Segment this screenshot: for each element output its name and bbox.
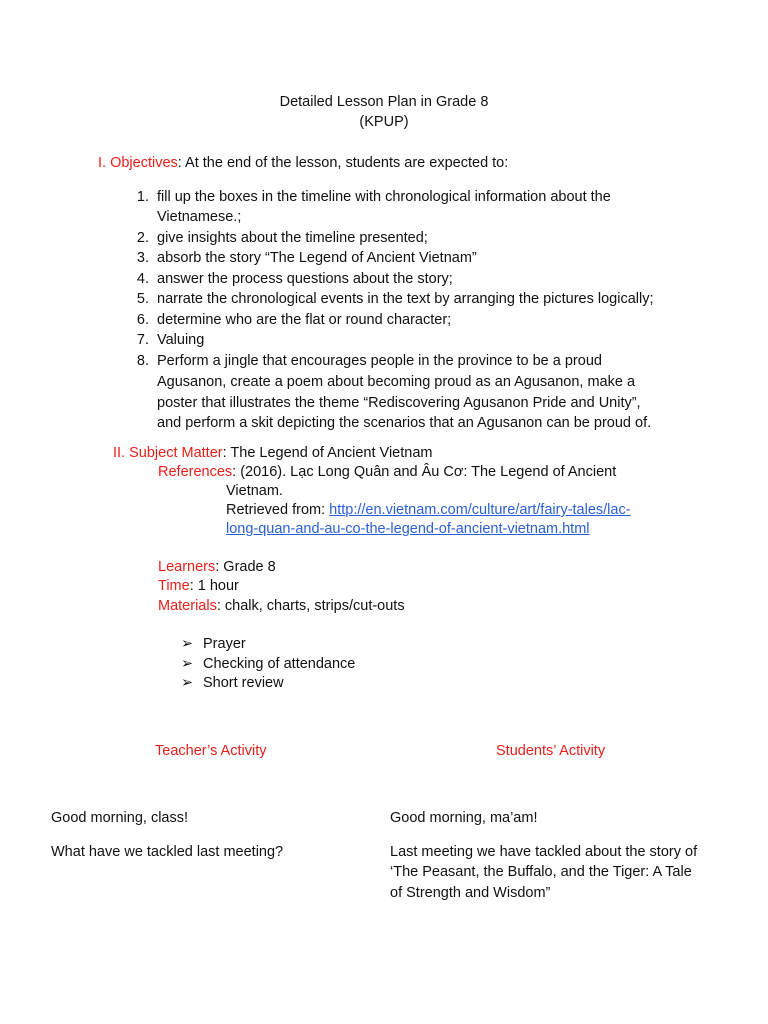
arrowhead-bullet-icon: ➢: [181, 656, 194, 672]
objective-item-7: [127, 330, 204, 350]
objective-item-1: [127, 187, 611, 207]
objective-item-4: [127, 269, 453, 289]
preliminary-text: Checking of attendance: [203, 656, 356, 672]
student-line-cont: ‘The Peasant, the Buffalo, and the Tiger: A Tale: [390, 864, 692, 880]
time-value: : 1 hour: [189, 578, 239, 594]
student-line: Last meeting we have tackled about the story of: [390, 844, 698, 860]
retrieved-line: [226, 500, 631, 520]
objective-text: fill up the boxes in the timeline with chronological information about the: [157, 189, 611, 205]
materials-line: [158, 596, 405, 616]
learners-value: : Grade 8: [215, 559, 276, 575]
learners-line: [158, 557, 276, 577]
time-label: Time: [158, 578, 190, 594]
document-subtitle: (KPUP): [359, 114, 409, 130]
objective-item-1-cont: Vietnamese.;: [157, 209, 242, 225]
retrieved-label: Retrieved from:: [226, 502, 330, 518]
objective-text: narrate the chronological events in the text by arranging the pictures logically;: [157, 291, 654, 307]
materials-value: : chalk, charts, strips/cut-outs: [216, 598, 405, 614]
objective-item-8-cont: Agusanon, create a poem about becoming proud as an Agusanon, make a: [157, 374, 636, 390]
teacher-line: What have we tackled last meeting?: [51, 844, 284, 860]
arrowhead-bullet-icon: ➢: [181, 675, 194, 691]
references-label: References: [158, 464, 233, 480]
document-title: Detailed Lesson Plan in Grade 8: [279, 94, 489, 110]
preliminary-text: Short review: [203, 675, 284, 691]
list-number: 3.: [136, 250, 149, 266]
subject-matter-label: II. Subject Matter: [113, 445, 223, 461]
objective-text: absorb the story “The Legend of Ancient Vietnam”: [157, 250, 477, 266]
arrowhead-bullet-icon: ➢: [181, 636, 194, 652]
list-number: 2.: [136, 230, 149, 246]
learners-label: Learners: [158, 559, 216, 575]
objective-text: Perform a jingle that encourages people in the province to be a proud: [157, 353, 602, 369]
preliminary-item: [181, 654, 355, 674]
student-line: Good morning, ma’am!: [390, 810, 538, 826]
list-number: 1.: [136, 189, 149, 205]
preliminary-item: [181, 673, 284, 693]
objective-item-6: [127, 310, 451, 330]
objective-item-5: [127, 289, 654, 309]
references-line: [158, 462, 616, 482]
list-number: 4.: [136, 271, 149, 287]
preliminary-text: Prayer: [203, 636, 246, 652]
reference-link[interactable]: http://en.vietnam.com/culture/art/fairy-tales/lac-: [329, 502, 631, 518]
time-line: [158, 576, 239, 596]
objectives-intro: : At the end of the lesson, students are expected to:: [177, 155, 509, 171]
students-activity-heading: Students’ Activity: [496, 743, 606, 759]
objective-text: Valuing: [157, 332, 205, 348]
references-cont: Vietnam.: [226, 483, 283, 499]
subject-matter-value: : The Legend of Ancient Vietnam: [222, 445, 433, 461]
list-number: 7.: [136, 332, 149, 348]
teacher-line: Good morning, class!: [51, 810, 189, 826]
list-number: 5.: [136, 291, 149, 307]
reference-link-cont[interactable]: [226, 519, 590, 539]
objectives-heading: [98, 153, 508, 173]
list-number: 8.: [136, 353, 149, 369]
objectives-label: I. Objectives: [98, 155, 178, 171]
subject-matter-line: [113, 443, 432, 463]
preliminary-item: [181, 634, 246, 654]
objective-text: determine who are the flat or round character;: [157, 312, 452, 328]
references-text: : (2016). Lạc Long Quân and Âu Cơ: The Legend of Ancient: [232, 464, 617, 480]
list-number: 6.: [136, 312, 149, 328]
student-line-cont: of Strength and Wisdom”: [390, 885, 551, 901]
objective-text: give insights about the timeline presented;: [157, 230, 428, 246]
reference-link-text[interactable]: long-quan-and-au-co-the-legend-of-ancient-vietnam.html: [226, 521, 590, 537]
materials-label: Materials: [158, 598, 217, 614]
objective-item-2: [127, 228, 428, 248]
objective-item-8-cont: poster that illustrates the theme “Rediscovering Agusanon Pride and Unity”,: [157, 395, 641, 411]
objective-text: answer the process questions about the story;: [157, 271, 453, 287]
objective-item-3: [127, 248, 477, 268]
teacher-activity-heading: Teacher’s Activity: [155, 743, 267, 759]
objective-item-8: [127, 351, 602, 371]
objective-item-8-cont: and perform a skit depicting the scenarios that an Agusanon can be proud of.: [157, 415, 652, 431]
